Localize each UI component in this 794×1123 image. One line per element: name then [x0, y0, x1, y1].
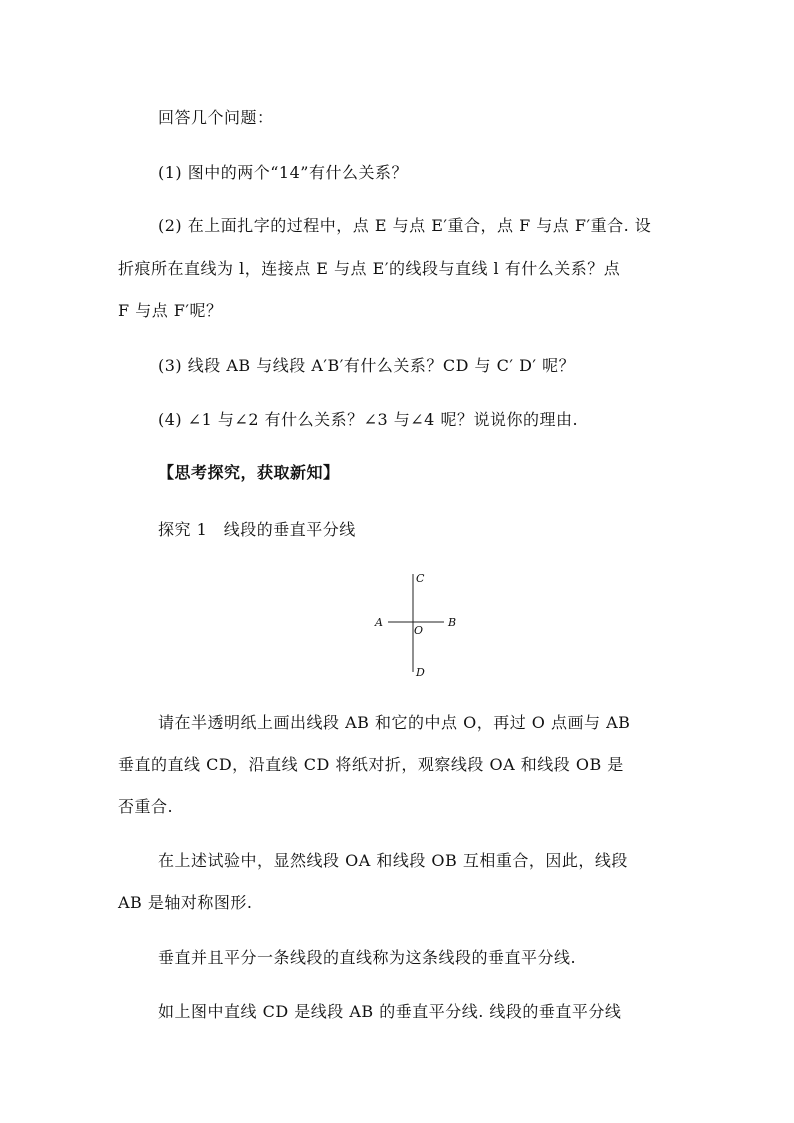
question-3: (3) 线段 AB 与线段 A′B′有什么关系？CD 与 C′ D′ 呢？: [158, 356, 576, 375]
label-d: D: [416, 666, 425, 679]
question-2-line-1: (2) 在上面扎字的过程中，点 E 与点 E′重合，点 F 与点 F′重合. 设: [158, 216, 652, 235]
paragraph-1-line-1: 请在半透明纸上画出线段 AB 和它的中点 O，再过 O 点画与 AB: [158, 713, 631, 732]
paragraph-1-line-3: 否重合.: [118, 797, 174, 816]
question-2-line-3: F 与点 F′呢？: [118, 301, 223, 320]
label-o: O: [414, 624, 424, 637]
paragraph-1-line-2: 垂直的直线 CD，沿直线 CD 将纸对折，观察线段 OA 和线段 OB 是: [118, 755, 624, 774]
label-b: B: [448, 616, 457, 629]
perpendicular-bisector-diagram: [368, 568, 468, 680]
paragraph-2-line-2: AB 是轴对称图形.: [118, 893, 253, 912]
question-1: (1) 图中的两个“14”有什么关系？: [158, 163, 408, 182]
exploration-title: 探究 1 线段的垂直平分线: [158, 520, 356, 539]
intro-text: 回答几个问题：: [158, 108, 274, 127]
label-c: C: [416, 572, 425, 585]
question-4: (4) ∠1 与∠2 有什么关系？∠3 与∠4 呢？说说你的理由.: [158, 410, 579, 429]
definition-text: 垂直并且平分一条线段的直线称为这条线段的垂直平分线.: [158, 948, 577, 967]
section-heading: 【思考探究，获取新知】: [158, 463, 340, 482]
label-a: A: [375, 616, 383, 629]
question-2-line-2: 折痕所在直线为 l，连接点 E 与点 E′的线段与直线 l 有什么关系？点: [118, 259, 621, 278]
paragraph-2-line-1: 在上述试验中，显然线段 OA 和线段 OB 互相重合，因此，线段: [158, 851, 628, 870]
paragraph-3-line-1: 如上图中直线 CD 是线段 AB 的垂直平分线. 线段的垂直平分线: [158, 1002, 622, 1021]
